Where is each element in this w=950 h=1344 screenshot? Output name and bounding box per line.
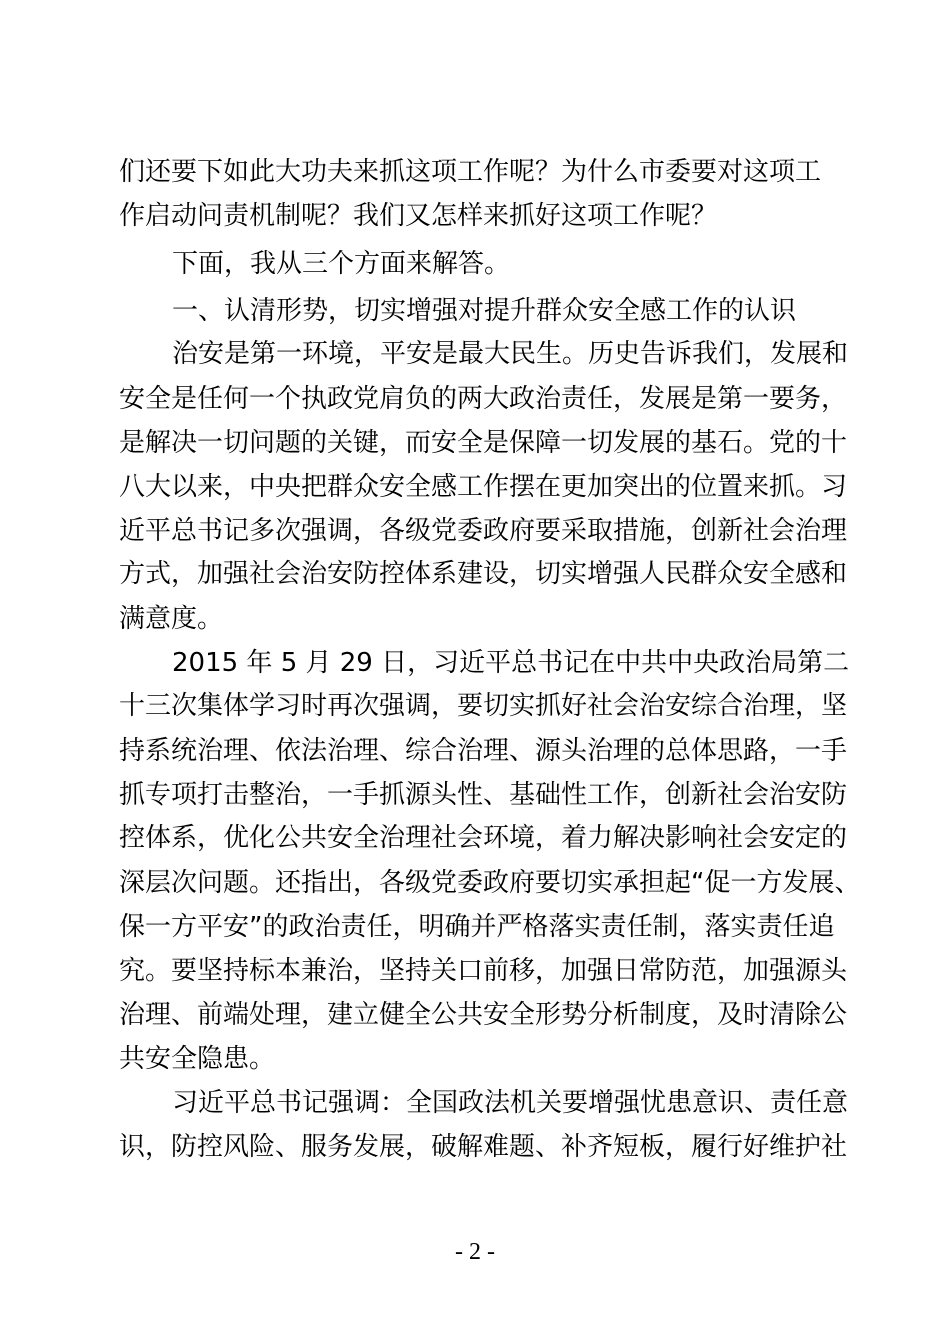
body-text-line: 习近平总书记强调：全国政法机关要增强忧患意识、责任意 (172, 1088, 849, 1118)
body-text-line: 识，防控风险、服务发展，破解难题、补齐短板，履行好维护社 (119, 1132, 848, 1162)
body-text-line: 是解决一切问题的关键，而安全是保障一切发展的基石。党的十 (119, 428, 848, 458)
body-text-line: 保一方平安”的政治责任，明确并严格落实责任制，落实责任追 (119, 912, 835, 942)
body-text-line: 近平总书记多次强调，各级党委政府要采取措施，创新社会治理 (119, 516, 848, 546)
body-text-line: 方式，加强社会治安防控体系建设，切实增强人民群众安全感和 (119, 559, 848, 589)
body-text-line: 究。要坚持标本兼治，坚持关口前移，加强日常防范，加强源头 (119, 956, 848, 986)
body-text-line: 治安是第一环境，平安是最大民生。历史告诉我们，发展和 (172, 339, 849, 369)
body-text-line: 八大以来，中央把群众安全感工作摆在更加突出的位置来抓。习 (119, 472, 848, 502)
body-text-line: 深层次问题。还指出，各级党委政府要切实承担起“促一方发展、 (119, 868, 861, 898)
body-text-line: 十三次集体学习时再次强调，要切实抓好社会治安综合治理，坚 (119, 691, 848, 721)
body-text-line: 控体系，优化公共安全治理社会环境，着力解决影响社会安定的 (119, 823, 848, 853)
body-text-line: 抓专项打击整治，一手抓源头性、基础性工作，创新社会治安防 (119, 780, 848, 810)
page-number: - 2 - (455, 1239, 495, 1265)
section-heading: 一、认清形势，切实增强对提升群众安全感工作的认识 (172, 296, 797, 326)
body-text-line: 安全是任何一个执政党肩负的两大政治责任，发展是第一要务， (119, 384, 848, 414)
body-text-line: 2015 年 5 月 29 日，习近平总书记在中共中央政治局第二 (172, 648, 850, 678)
body-text-line: 持系统治理、依法治理、综合治理、源头治理的总体思路，一手 (119, 736, 848, 766)
body-text-line: 作启动问责机制呢？我们又怎样来抓好这项工作呢？ (119, 201, 718, 231)
body-text-line: 治理、前端处理，建立健全公共安全形势分析制度，及时清除公 (119, 1000, 848, 1030)
body-text-line: 们还要下如此大功夫来抓这项工作呢？为什么市委要对这项工 (119, 157, 822, 187)
body-text-line: 下面，我从三个方面来解答。 (172, 249, 511, 279)
body-text-line: 满意度。 (119, 604, 224, 634)
body-text-line: 共安全隐患。 (119, 1044, 276, 1074)
